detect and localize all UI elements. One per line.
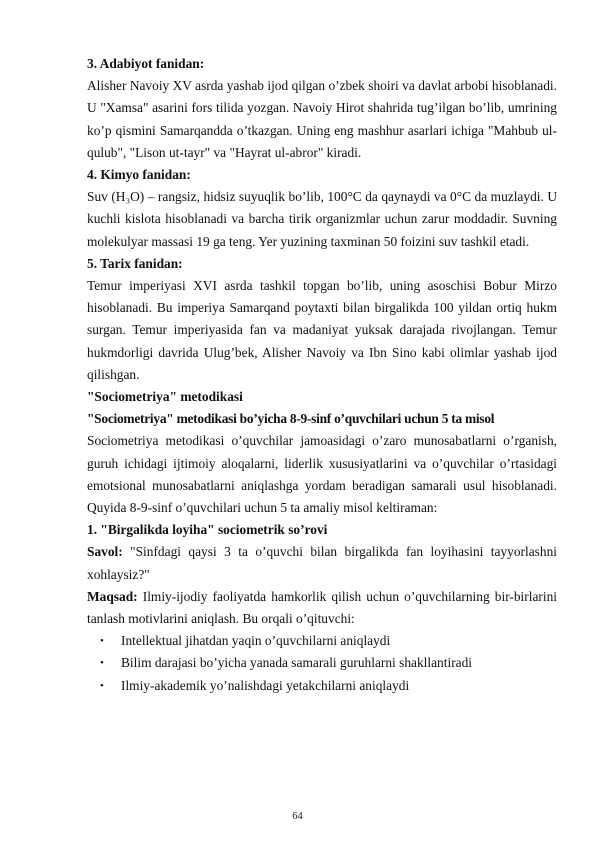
- example-question: [87, 541, 557, 585]
- list-item-text: Ilmiy-akademik yo’nalishdagi yetakchilarni aniqlaydi: [121, 677, 410, 693]
- list-item: [87, 652, 557, 674]
- section-heading-tarix: 5. Tarix fanidan:: [87, 255, 183, 271]
- example-goal: [87, 586, 557, 630]
- page-number: 64: [292, 811, 303, 822]
- list-item-text: Bilim darajasi bo’yicha yanada samarali guruhlarni shakllantiradi: [121, 655, 473, 671]
- list-item-text: Intellektual jihatdan yaqin o’quvchilarni aniqlaydi: [121, 633, 391, 649]
- paragraph-kimyo: Suv (H₃O) – rangsiz, hidsiz suyuqlik bo’lib, 100°C da qaynaydi va 0°C da muzlaydi. U kuchli kislota hisoblanadi va barcha tirik organizmlar uchun zarur moddadir. Suvning molekulyar massasi 19 ga teng. Yer yuzining taxminan 50 foizini suv tashkil etadi.: [87, 189, 557, 249]
- goal-label: Maqsad:: [87, 588, 138, 604]
- section-heading-adabiyot: 3. Adabiyot fanidan:: [87, 56, 205, 71]
- goal-text: Ilmiy-ijodiy faoliyatda hamkorlik qilish uchun o’quvchilarning bir-birlarini tanlash motivlarini aniqlash. Bu orqali o’qituvchi:: [87, 588, 557, 627]
- paragraph-tarix: Temur imperiyasi XVI asrda tashkil topgan bo’lib, uning asoschisi Bobur Mirzo hisoblanadi. Bu imperiya Samarqand poytaxti bilan birgalikda 100 yildan ortiq hukm surgan. Temur imperiyasida fan va madaniyat yuksak darajada rivojlangan. Temur hukmdorligi davrida Ulug’bek, Alisher Navoiy va Ibn Sino kabi olimlar yashab ijod qilishgan.: [87, 278, 557, 382]
- question-text: "Sinfdagi qaysi 3 ta o’quvchi bilan birgalikda fan loyihasini tayyorlashni xohlaysiz?": [87, 544, 557, 582]
- section-heading-kimyo: 4. Kimyo fanidan:: [87, 167, 191, 183]
- bullet-icon: •: [100, 657, 104, 670]
- goal-bullet-list: [87, 630, 557, 697]
- document-page: [87, 53, 557, 697]
- sociometry-subtitle: "Sociometriya" metodikasi bo’yicha 8-9-sinf o’quvchilari uchun 5 ta misol: [87, 411, 495, 427]
- bullet-icon: •: [100, 635, 104, 648]
- question-label: Savol:: [87, 544, 123, 560]
- example-heading: 1. "Birgalikda loyiha" sociometrik so’rovi: [87, 522, 328, 538]
- sociometry-title: "Sociometriya" metodikasi: [87, 389, 243, 405]
- list-item: [87, 630, 557, 652]
- paragraph-adabiyot: Alisher Navoiy XV asrda yashab ijod qilgan o’zbek shoiri va davlat arbobi hisoblanadi. U "Xamsa" asarini fors tilida yozgan. Navoiy Hirot shahrida tug’ilgan bo’lib, umrining ko’p qismini Samarqandda o’tkazgan. Uning eng mashhur asarlari ichiga "Mahbub ul-qulub", "Lison ut-tayr" va "Hayrat ul-abror" kiradi.: [87, 78, 557, 160]
- bullet-icon: •: [100, 679, 104, 692]
- list-item: [87, 675, 557, 697]
- sociometry-intro: Sociometriya metodikasi o’quvchilar jamoasidagi o’zaro munosabatlarni o’rganish, guruh ichidagi ijtimoiy aloqalarni, liderlik xususiyatlarini va o’quvchilar o’rtasidagi emotsional munosabatlarni aniqlashga yordam beradigan samarali usul hisoblanadi. Quyida 8-9-sinf o’quvchilari uchun 5 ta amaliy misol keltiraman:: [87, 433, 557, 516]
